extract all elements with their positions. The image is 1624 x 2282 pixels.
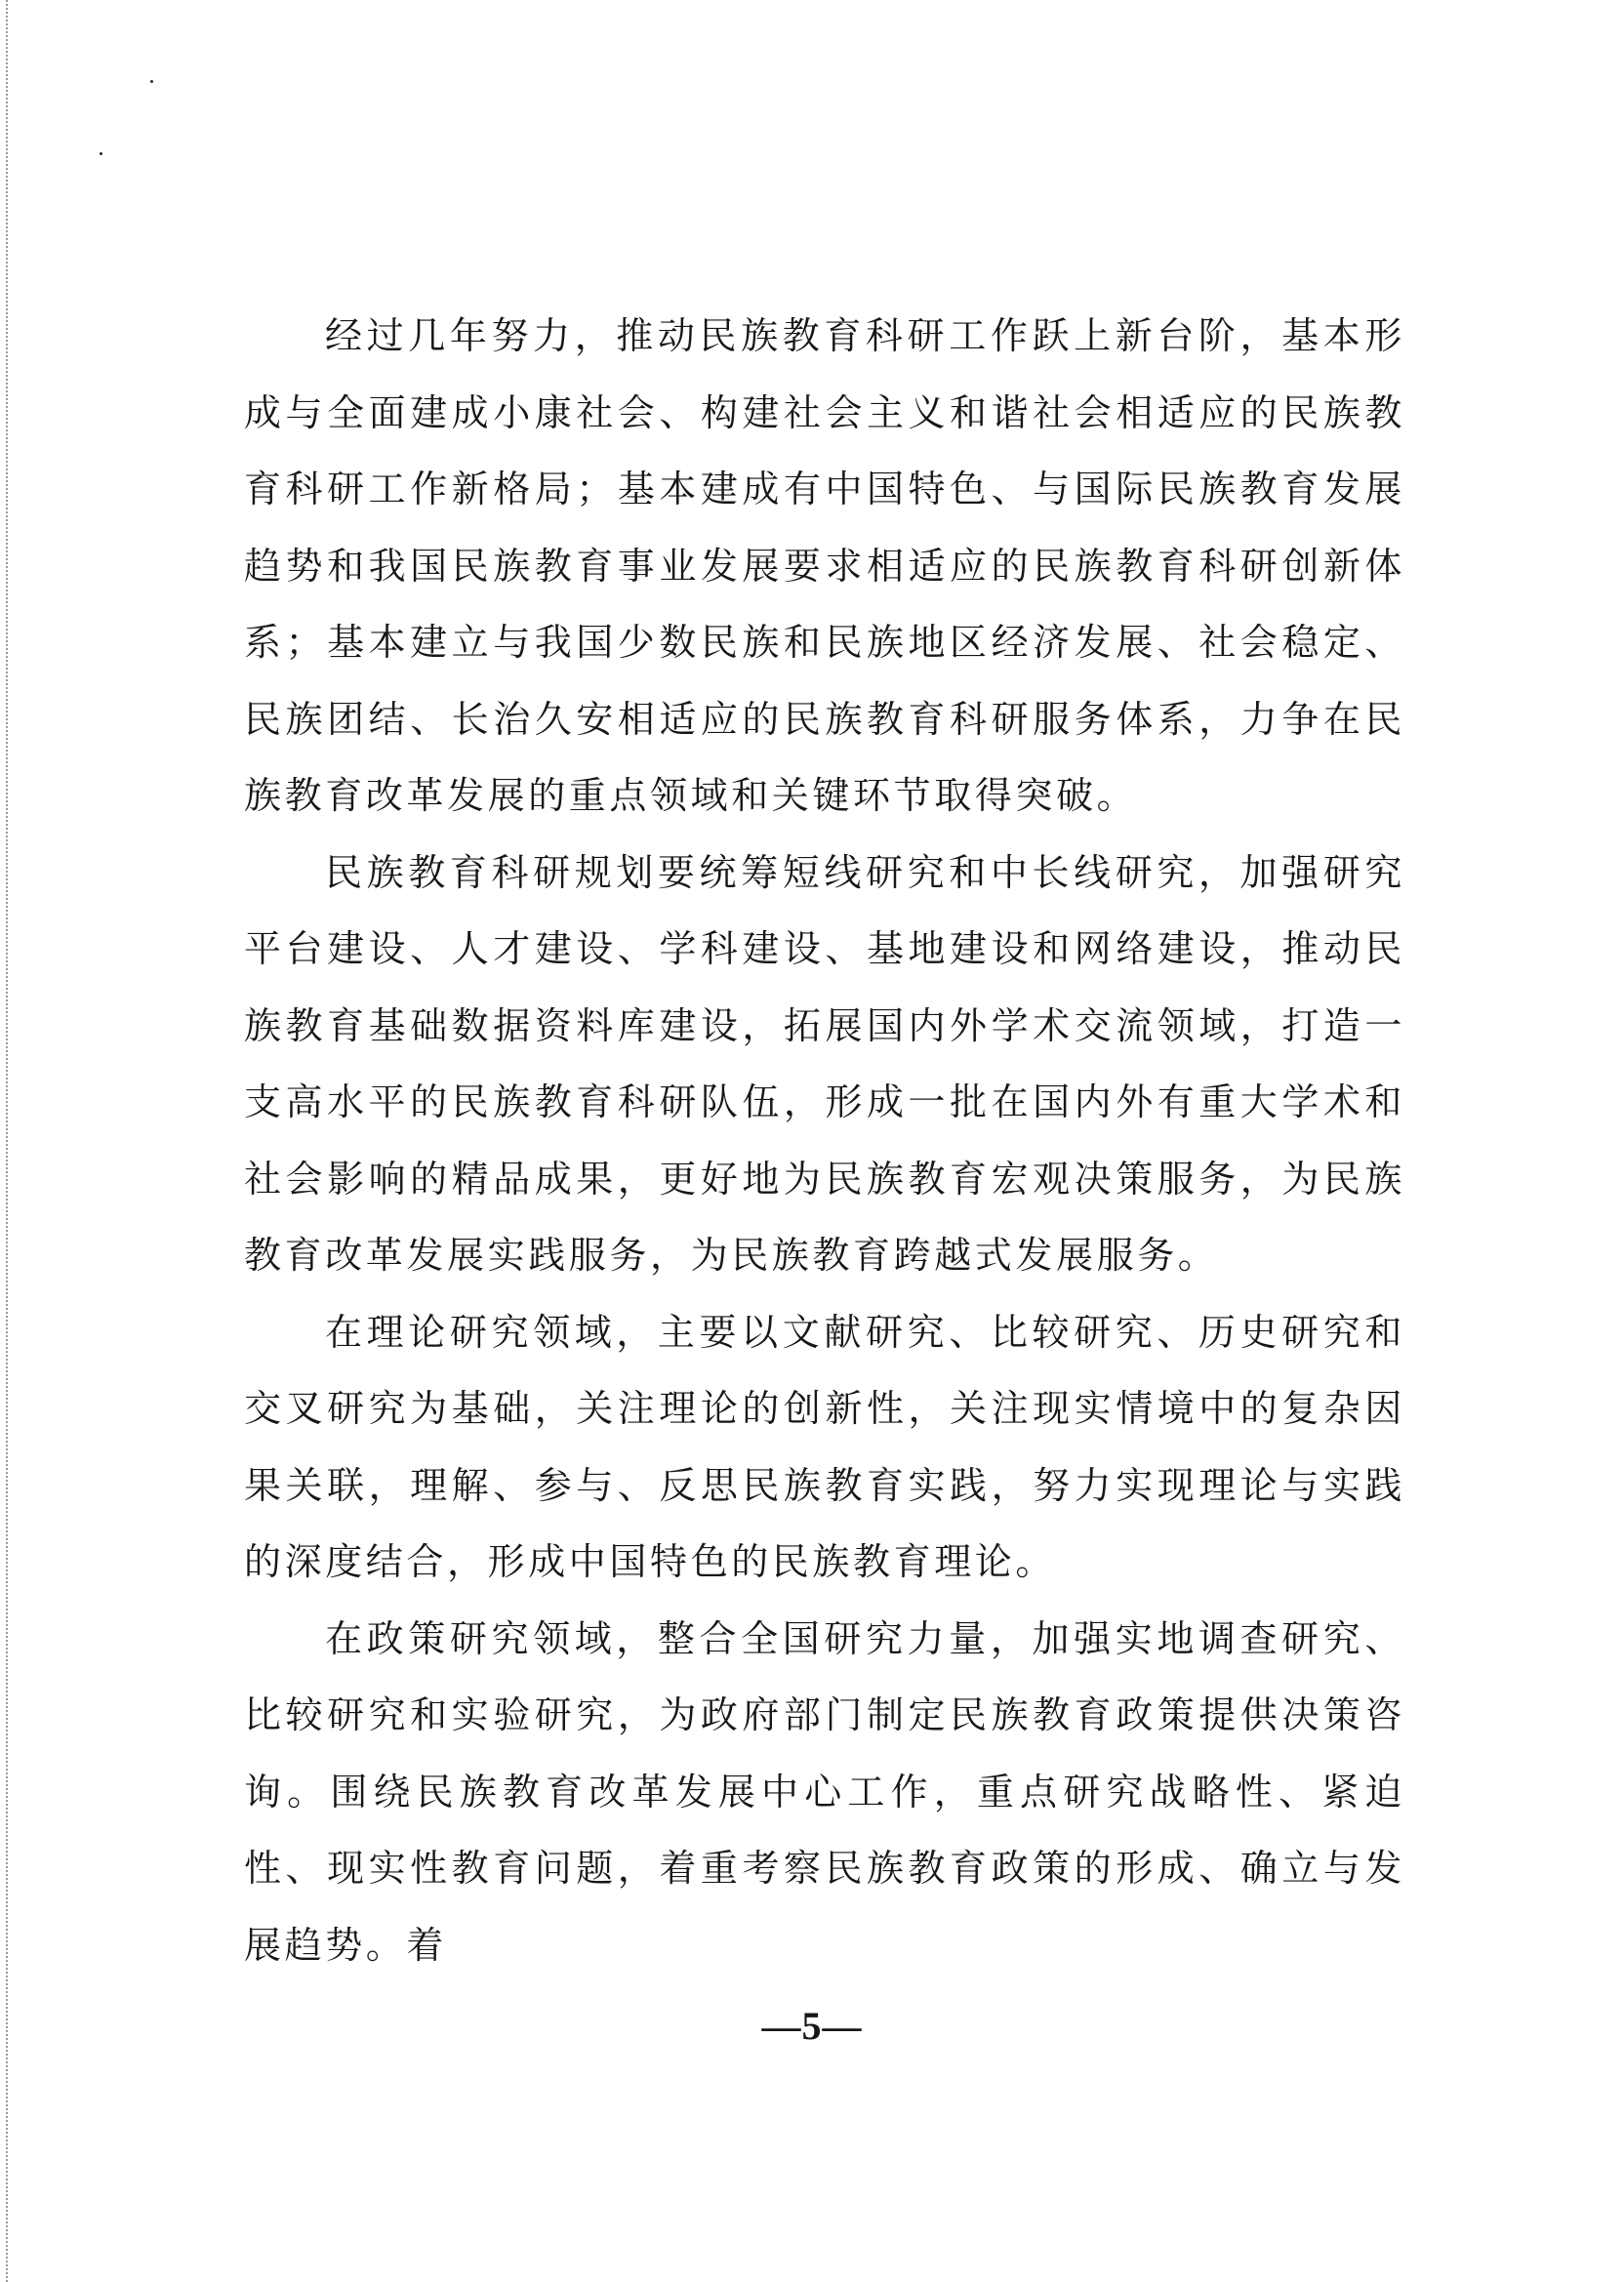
scan-speck bbox=[150, 80, 153, 83]
paragraph-1: 经过几年努力，推动民族教育科研工作跃上新台阶，基本形成与全面建成小康社会、构建社会主义和谐社会相适应的民族教育科研工作新格局；基本建成有中国特色、与国际民族教育发展趋势和我国民族教育事业发展要求相适应的民族教育科研创新体系；基本建立与我国少数民族和民族地区经济发展、社会稳定、民族团结、长治久安相适应的民族教育科研服务体系，力争在民族教育改革发展的重点领域和关键环节取得突破。 bbox=[244, 314, 1405, 817]
paragraph-2: 民族教育科研规划要统筹短线研究和中长线研究，加强研究平台建设、人才建设、学科建设、基地建设和网络建设，推动民族教育基础数据资料库建设，拓展国内外学术交流领域，打造一支高水平的民族教育科研队伍，形成一批在国内外有重大学术和社会影响的精品成果，更好地为民族教育宏观决策服务，为民族教育改革发展实践服务，为民族教育跨越式发展服务。 bbox=[244, 850, 1405, 1277]
paragraph-4: 在政策研究领域，整合全国研究力量，加强实地调查研究、比较研究和实验研究，为政府部门制定民族教育政策提供决策咨询。围绕民族教育改革发展中心工作，重点研究战略性、紧迫性、现实性教育问题，着重考察民族教育政策的形成、确立与发展趋势。着 bbox=[244, 1616, 1405, 1967]
body-text bbox=[244, 298, 1405, 1983]
scan-speck bbox=[100, 152, 102, 155]
page-number: —5— bbox=[761, 2004, 863, 2048]
binding-edge bbox=[6, 0, 8, 2282]
paragraph-3: 在理论研究领域，主要以文献研究、比较研究、历史研究和交叉研究为基础，关注理论的创新性，关注现实情境中的复杂因果关联，理解、参与、反思民族教育实践，努力实现理论与实践的深度结合，形成中国特色的民族教育理论。 bbox=[244, 1310, 1405, 1583]
